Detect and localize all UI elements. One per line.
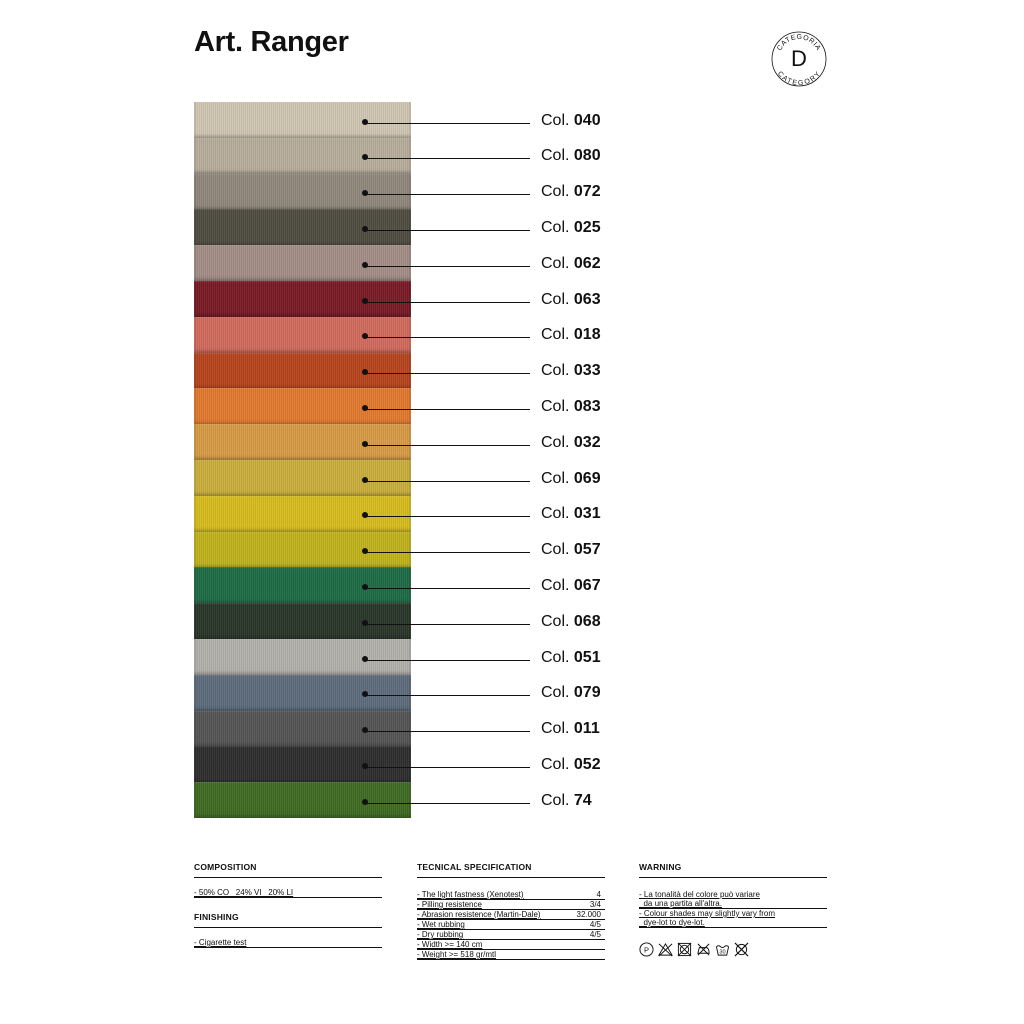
color-swatch xyxy=(194,209,411,245)
color-prefix: Col. xyxy=(541,577,570,595)
color-swatch xyxy=(194,675,411,711)
color-prefix: Col. xyxy=(541,362,570,380)
spec-row xyxy=(417,910,605,920)
color-code-label xyxy=(541,721,600,737)
spec-label: - Pilling resistence xyxy=(417,900,482,909)
color-code-label xyxy=(541,327,601,343)
color-code-label xyxy=(541,256,601,272)
professional-dry-clean-p-icon xyxy=(639,942,654,957)
spec-value: 4/5 xyxy=(589,930,601,939)
spec-row xyxy=(417,900,605,910)
care-symbols xyxy=(639,942,827,957)
color-prefix: Col. xyxy=(541,433,570,451)
finishing-text: - Cigarette test xyxy=(194,938,247,947)
wash-30-icon xyxy=(715,942,730,957)
color-code-label xyxy=(541,399,601,415)
color-swatch xyxy=(194,746,411,782)
composition-heading: COMPOSITION xyxy=(194,862,382,878)
color-code: 031 xyxy=(573,505,601,523)
color-code-label xyxy=(541,650,601,666)
color-code: 040 xyxy=(573,111,601,129)
color-prefix: Col. xyxy=(541,505,570,523)
color-code-label xyxy=(541,506,601,522)
color-swatch xyxy=(194,424,411,460)
color-code-label xyxy=(541,113,601,129)
spec-row xyxy=(417,890,605,900)
color-prefix: Col. xyxy=(541,791,570,809)
color-prefix: Col. xyxy=(541,541,570,559)
color-prefix: Col. xyxy=(541,684,570,702)
color-prefix: Col. xyxy=(541,290,570,308)
color-prefix: Col. xyxy=(541,469,570,487)
spec-label: - Weight >= 518 gr/mtl xyxy=(417,950,496,959)
color-swatch xyxy=(194,711,411,747)
color-code: 067 xyxy=(573,577,601,595)
composition-text: - 50% CO 24% VI 20% LI xyxy=(194,888,294,897)
color-code-label xyxy=(541,148,601,164)
color-prefix: Col. xyxy=(541,756,570,774)
do-not-bleach-icon xyxy=(658,942,673,957)
color-code: 063 xyxy=(573,290,601,308)
finishing-section xyxy=(194,912,382,948)
spec-value: 4/5 xyxy=(589,920,601,929)
warning-line: da una partita all'altra. xyxy=(639,899,827,909)
color-code: 74 xyxy=(573,791,592,809)
wash-temperature: 30 xyxy=(719,949,726,956)
color-swatch xyxy=(194,102,411,138)
color-code-label xyxy=(541,220,601,236)
color-code: 079 xyxy=(573,684,601,702)
do-not-iron-icon xyxy=(696,942,711,957)
page-title: Art. Ranger xyxy=(194,26,349,58)
spec-value: 4 xyxy=(596,890,601,899)
color-swatch xyxy=(194,353,411,389)
spec-value: 32.000 xyxy=(576,910,601,919)
svg-text:P: P xyxy=(643,945,650,955)
warning-line: - Colour shades may slightly vary from xyxy=(639,909,776,918)
svg-text:CATEGORY xyxy=(776,70,822,87)
color-swatch xyxy=(194,317,411,353)
spec-row xyxy=(417,920,605,930)
warning-section xyxy=(639,862,827,957)
color-swatch xyxy=(194,388,411,424)
color-swatch xyxy=(194,603,411,639)
spec-row xyxy=(417,930,605,940)
color-swatch xyxy=(194,567,411,603)
warning-heading: WARNING xyxy=(639,862,827,878)
color-code: 052 xyxy=(573,756,601,774)
color-code-label xyxy=(541,471,601,487)
color-swatch xyxy=(194,138,411,174)
finishing-heading: FINISHING xyxy=(194,912,382,928)
color-code: 051 xyxy=(573,648,601,666)
spec-label: - Wet rubbing xyxy=(417,920,465,929)
color-prefix: Col. xyxy=(541,254,570,272)
color-code: 032 xyxy=(573,433,601,451)
color-code-label xyxy=(541,363,601,379)
spec-label: - Abrasion resistence (Martin-Dale) xyxy=(417,910,541,919)
color-swatch xyxy=(194,639,411,675)
color-code-label xyxy=(541,435,601,451)
color-code-label xyxy=(541,757,601,773)
color-prefix: Col. xyxy=(541,111,570,129)
spec-row xyxy=(417,940,605,950)
color-code-label xyxy=(541,793,592,809)
color-code: 018 xyxy=(573,326,601,344)
color-code-label xyxy=(541,685,601,701)
color-code: 011 xyxy=(573,720,600,738)
color-swatch xyxy=(194,281,411,317)
badge-bottom-text: CATEGORY xyxy=(775,70,823,88)
spec-label: - Dry rubbing xyxy=(417,930,464,939)
finishing-line xyxy=(194,938,382,948)
color-prefix: Col. xyxy=(541,219,570,237)
color-swatch xyxy=(194,174,411,210)
color-code: 072 xyxy=(573,183,601,201)
color-prefix: Col. xyxy=(541,147,570,165)
color-swatch xyxy=(194,245,411,281)
spec-value: 3/4 xyxy=(589,900,601,909)
color-code-label xyxy=(541,292,601,308)
fabric-swatch-stack xyxy=(194,102,411,818)
color-swatch xyxy=(194,532,411,568)
badge-top-text: CATEGORIA xyxy=(776,33,822,53)
color-prefix: Col. xyxy=(541,612,570,630)
color-code: 080 xyxy=(573,147,601,165)
spec-label: - Width >= 140 cm xyxy=(417,940,483,949)
spec-label: - The light fastness (Xenotest) xyxy=(417,890,524,899)
color-swatch xyxy=(194,496,411,532)
color-code-label xyxy=(541,184,601,200)
color-code: 062 xyxy=(573,254,601,272)
badge-letter: D xyxy=(791,46,807,71)
color-code-label xyxy=(541,578,601,594)
color-prefix: Col. xyxy=(541,183,570,201)
composition-section xyxy=(194,862,382,898)
color-prefix: Col. xyxy=(541,398,570,416)
color-prefix: Col. xyxy=(541,326,570,344)
color-code: 068 xyxy=(573,612,601,630)
spec-row xyxy=(417,950,605,960)
color-code: 033 xyxy=(573,362,601,380)
warning-line: dye-lot to dye-lot. xyxy=(639,918,827,928)
do-not-dry-clean-icon xyxy=(734,942,749,957)
color-swatch xyxy=(194,782,411,818)
technical-spec-section xyxy=(417,862,605,960)
warning-line: - La tonalità del colore può variare xyxy=(639,890,760,899)
technical-heading: TECNICAL SPECIFICATION xyxy=(417,862,605,878)
color-code: 069 xyxy=(573,469,601,487)
do-not-tumble-dry-icon xyxy=(677,942,692,957)
color-code: 057 xyxy=(573,541,601,559)
color-code-label xyxy=(541,614,601,630)
color-swatch xyxy=(194,460,411,496)
composition-line xyxy=(194,888,382,898)
color-prefix: Col. xyxy=(541,648,570,666)
color-prefix: Col. xyxy=(541,720,570,738)
color-code-label xyxy=(541,542,601,558)
color-code: 083 xyxy=(573,398,601,416)
color-code: 025 xyxy=(573,219,601,237)
category-badge xyxy=(770,30,828,88)
